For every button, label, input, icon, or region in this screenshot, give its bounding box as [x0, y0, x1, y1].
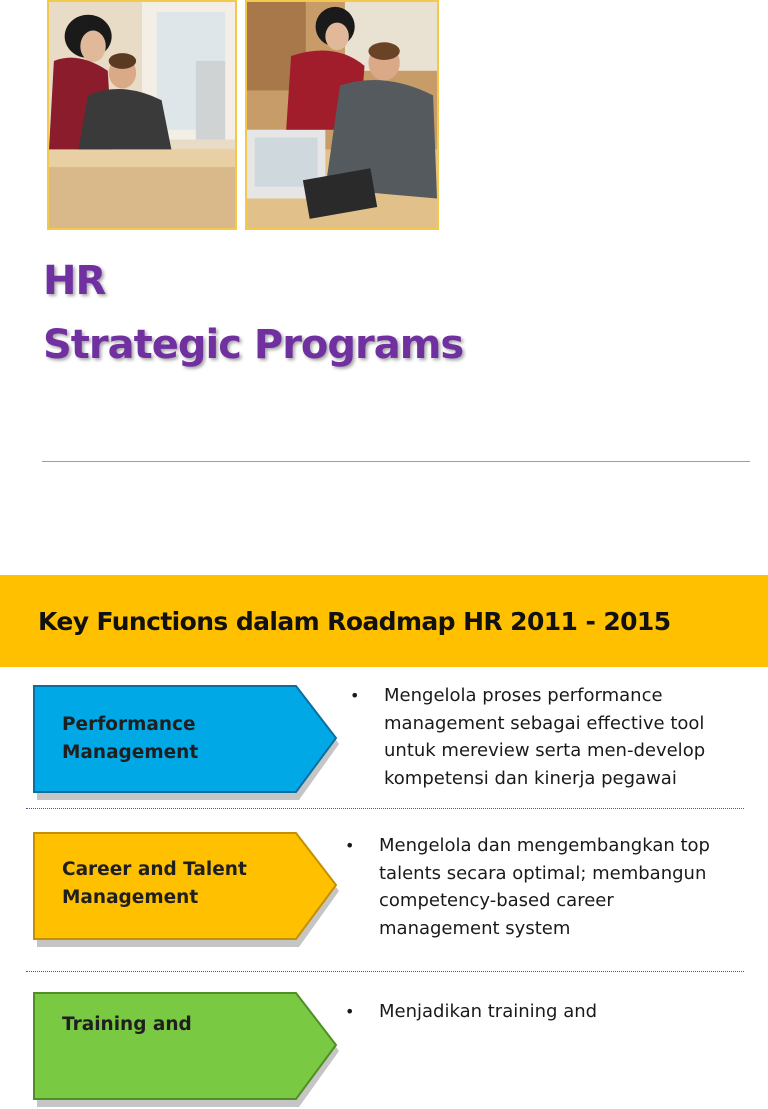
- heading-banner: [0, 575, 768, 667]
- bullet-career-talent-management: • Mengelola dan mengembangkan top talents secara optimal; membangun competency-based career management system: [379, 832, 710, 942]
- chevron-label: Career and Talent Management: [62, 859, 247, 908]
- title-divider: [42, 461, 750, 462]
- chevron-performance-management: [30, 682, 350, 802]
- key-functions-slide: [0, 575, 768, 1035]
- bullet-training: • Menjadikan training and: [379, 998, 597, 1026]
- row-separator: [26, 971, 744, 972]
- chevron-training: [30, 989, 350, 1109]
- office-photo-right: [245, 0, 439, 230]
- bullet-icon: •: [350, 686, 360, 705]
- chevron-label: Training and: [62, 1014, 192, 1035]
- slide-heading: Key Functions dalam Roadmap HR 2011 - 2015: [38, 607, 671, 636]
- office-photo-left: [47, 0, 237, 230]
- slide-title-line-1: HR: [43, 258, 106, 304]
- chevron-label: Performance Management: [62, 714, 199, 763]
- bullet-icon: •: [345, 1002, 355, 1021]
- bullet-performance-management: • Mengelola proses performance management sebagai effective tool untuk mereview serta men-develop kompetensi dan kinerja pegawai: [384, 682, 705, 792]
- chevron-career-talent-management: [30, 829, 350, 949]
- slide-title-line-2: Strategic Programs: [43, 322, 464, 368]
- bullet-icon: •: [345, 836, 355, 855]
- row-separator: [26, 808, 744, 809]
